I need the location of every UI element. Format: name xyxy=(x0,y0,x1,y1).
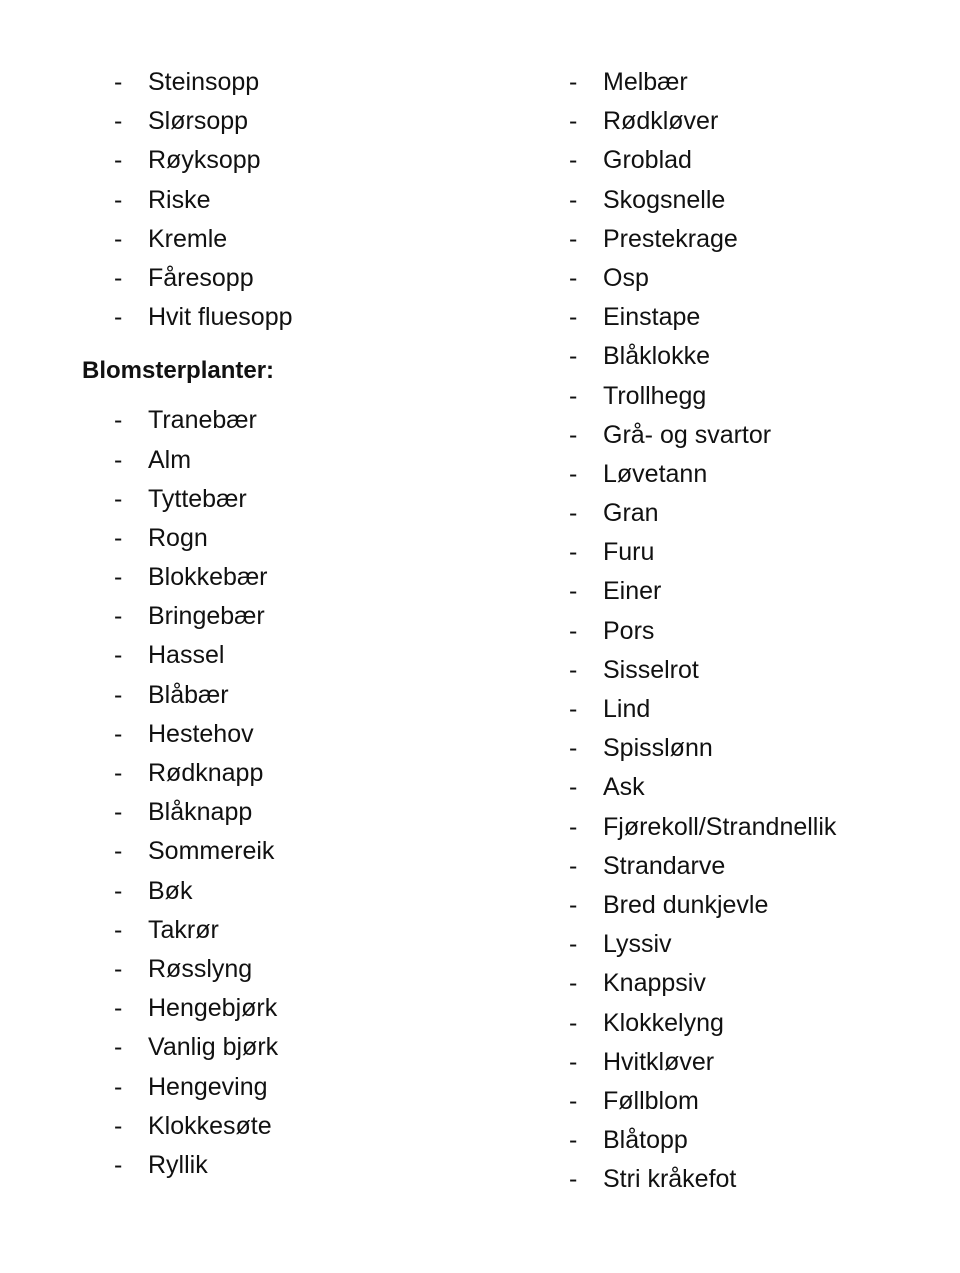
list-item-label: Bringebær xyxy=(148,602,265,631)
bullet-dash: - xyxy=(114,523,123,552)
bullet-dash: - xyxy=(114,1072,123,1101)
list-item xyxy=(455,337,960,376)
bullet-dash: - xyxy=(114,1150,123,1179)
bullet-dash: - xyxy=(114,68,123,96)
bullet-dash: - xyxy=(114,224,123,253)
left-column xyxy=(0,63,480,1185)
bullet-dash: - xyxy=(114,185,123,214)
list-item-label: Blåklokke xyxy=(603,342,710,371)
list-item xyxy=(455,847,960,886)
list-item xyxy=(0,872,480,911)
list-item xyxy=(455,1160,960,1199)
bullet-dash: - xyxy=(569,1165,578,1194)
bullet-dash: - xyxy=(114,641,123,670)
list-item-label: Groblad xyxy=(603,146,692,175)
list-item xyxy=(455,102,960,141)
list-item-label: Einstape xyxy=(603,303,701,332)
bullet-dash: - xyxy=(114,719,123,748)
list-item-label: Kremle xyxy=(148,224,228,253)
bullet-dash: - xyxy=(569,185,578,214)
bullet-dash: - xyxy=(114,954,123,983)
bullet-dash: - xyxy=(114,484,123,513)
bullet-dash: - xyxy=(569,1008,578,1037)
bullet-dash: - xyxy=(569,263,578,292)
bullet-dash: - xyxy=(114,445,123,474)
list-item xyxy=(455,377,960,416)
list-item-label: Blokkebær xyxy=(148,563,268,592)
bullet-dash: - xyxy=(569,499,578,528)
list-item-label: Melbær xyxy=(603,68,688,96)
bullet-dash: - xyxy=(114,680,123,709)
list-item-label: Blåknapp xyxy=(148,798,253,827)
list-item-label: Slørsopp xyxy=(148,107,249,136)
list-item-label: Løvetann xyxy=(603,459,708,488)
list-item-label: Trollhegg xyxy=(603,381,707,410)
bullet-dash: - xyxy=(569,303,578,332)
list-item xyxy=(455,1121,960,1160)
bullet-dash: - xyxy=(569,969,578,998)
bullet-dash: - xyxy=(569,851,578,880)
list-item-label: Knappsiv xyxy=(603,969,706,998)
bullet-dash: - xyxy=(114,107,123,136)
bullet-dash: - xyxy=(569,577,578,606)
bullet-dash: - xyxy=(114,798,123,827)
bullet-dash: - xyxy=(569,655,578,684)
list-item xyxy=(0,259,480,298)
bullet-dash: - xyxy=(114,759,123,787)
list-item-label: Hestehov xyxy=(148,719,254,748)
bullet-dash: - xyxy=(569,695,578,723)
list-item xyxy=(0,102,480,141)
list-item-label: Hengeving xyxy=(148,1072,268,1101)
list-item xyxy=(0,793,480,832)
list-item xyxy=(0,220,480,259)
list-item-label: Strandarve xyxy=(603,851,726,880)
bullet-dash: - xyxy=(569,68,578,96)
bullet-dash: - xyxy=(569,342,578,371)
bullet-dash: - xyxy=(569,459,578,488)
list-item-label: Røsslyng xyxy=(148,954,253,983)
list-item xyxy=(0,401,480,440)
list-item xyxy=(455,63,960,102)
list-item-label: Sommereik xyxy=(148,837,275,866)
list-item xyxy=(0,63,480,102)
list-item xyxy=(455,808,960,847)
list-item-label: Fjørekoll/Strandnellik xyxy=(603,812,837,841)
bullet-dash: - xyxy=(114,303,123,332)
bullet-dash: - xyxy=(569,420,578,449)
list-item-label: Riske xyxy=(148,185,211,214)
list-item xyxy=(0,181,480,220)
bullet-dash: - xyxy=(569,107,578,136)
list-item-label: Furu xyxy=(603,538,655,567)
list-item-label: Stri kråkefot xyxy=(603,1165,737,1194)
list-item-label: Hengebjørk xyxy=(148,994,278,1023)
list-item-label: Klokkelyng xyxy=(603,1008,724,1037)
bullet-dash: - xyxy=(569,224,578,253)
list-item xyxy=(0,1146,480,1185)
list-item xyxy=(455,533,960,572)
list-item-label: Tranebær xyxy=(148,406,257,435)
list-item xyxy=(455,612,960,651)
list-item xyxy=(0,141,480,180)
list-item xyxy=(455,416,960,455)
bullet-dash: - xyxy=(114,915,123,944)
bullet-dash: - xyxy=(569,890,578,919)
list-item-label: Skogsnelle xyxy=(603,185,726,214)
list-item xyxy=(0,989,480,1028)
plants-list-right xyxy=(455,63,960,1199)
list-item xyxy=(0,441,480,480)
list-item-label: Føllblom xyxy=(603,1086,699,1115)
list-item xyxy=(455,690,960,729)
list-item xyxy=(0,1028,480,1067)
list-item xyxy=(0,519,480,558)
list-item-label: Blåtopp xyxy=(603,1126,688,1155)
list-item xyxy=(0,754,480,793)
bullet-dash: - xyxy=(114,837,123,866)
bullet-dash: - xyxy=(569,1047,578,1076)
list-item-label: Bred dunkjevle xyxy=(603,890,769,919)
list-item xyxy=(455,572,960,611)
bullet-dash: - xyxy=(569,812,578,841)
list-item xyxy=(455,768,960,807)
list-item-label: Lind xyxy=(603,695,651,723)
list-item xyxy=(0,558,480,597)
list-item xyxy=(455,220,960,259)
fungi-list xyxy=(0,63,480,337)
list-item xyxy=(455,886,960,925)
bullet-dash: - xyxy=(114,876,123,905)
right-column xyxy=(455,63,960,1199)
list-item xyxy=(455,925,960,964)
list-item xyxy=(0,715,480,754)
list-item xyxy=(0,1068,480,1107)
list-item xyxy=(455,494,960,533)
list-item-label: Rogn xyxy=(148,523,208,552)
list-item xyxy=(455,729,960,768)
list-item-label: Røyksopp xyxy=(148,146,261,175)
list-item-label: Blåbær xyxy=(148,680,229,709)
list-item-label: Prestekrage xyxy=(603,224,738,253)
list-item-label: Bøk xyxy=(148,876,193,905)
bullet-dash: - xyxy=(114,1111,123,1140)
list-item-label: Spisslønn xyxy=(603,734,713,763)
bullet-dash: - xyxy=(114,1033,123,1062)
bullet-dash: - xyxy=(569,146,578,175)
bullet-dash: - xyxy=(114,263,123,292)
list-item-label: Hassel xyxy=(148,641,225,670)
list-item-label: Hvit fluesopp xyxy=(148,303,293,332)
plants-list-left xyxy=(0,401,480,1185)
bullet-dash: - xyxy=(114,563,123,592)
list-item xyxy=(0,1107,480,1146)
list-item xyxy=(0,480,480,519)
list-item-label: Steinsopp xyxy=(148,68,260,96)
list-item xyxy=(455,964,960,1003)
bullet-dash: - xyxy=(114,146,123,175)
bullet-dash: - xyxy=(569,930,578,959)
section-heading: Blomsterplanter: xyxy=(82,357,275,385)
bullet-dash: - xyxy=(114,602,123,631)
list-item xyxy=(455,1004,960,1043)
list-item-label: Fåresopp xyxy=(148,263,254,292)
list-item-label: Gran xyxy=(603,499,659,528)
bullet-dash: - xyxy=(114,406,123,435)
list-item-label: Rødkløver xyxy=(603,107,719,136)
list-item xyxy=(455,259,960,298)
list-item xyxy=(0,950,480,989)
list-item-label: Hvitkløver xyxy=(603,1047,715,1076)
bullet-dash: - xyxy=(569,773,578,802)
list-item xyxy=(455,1043,960,1082)
list-item-label: Lyssiv xyxy=(603,930,672,959)
list-item xyxy=(455,651,960,690)
list-item-label: Grå- og svartor xyxy=(603,420,772,449)
bullet-dash: - xyxy=(569,616,578,645)
list-item xyxy=(455,141,960,180)
list-item-label: Vanlig bjørk xyxy=(148,1033,279,1062)
list-item xyxy=(0,298,480,337)
list-item-label: Einer xyxy=(603,577,662,606)
list-item xyxy=(0,911,480,950)
list-item-label: Ryllik xyxy=(148,1150,208,1179)
list-item xyxy=(455,1082,960,1121)
list-item xyxy=(455,181,960,220)
list-item-label: Alm xyxy=(148,445,192,474)
list-item xyxy=(0,597,480,636)
list-item xyxy=(0,636,480,675)
list-item xyxy=(0,676,480,715)
list-item-label: Osp xyxy=(603,263,649,292)
bullet-dash: - xyxy=(569,381,578,410)
bullet-dash: - xyxy=(569,538,578,567)
list-item-label: Sisselrot xyxy=(603,655,699,684)
list-item xyxy=(455,298,960,337)
list-item-label: Rødknapp xyxy=(148,759,264,787)
list-item-label: Ask xyxy=(603,773,645,802)
bullet-dash: - xyxy=(114,994,123,1023)
bullet-dash: - xyxy=(569,734,578,763)
list-item-label: Pors xyxy=(603,616,655,645)
list-item-label: Klokkesøte xyxy=(148,1111,272,1140)
list-item-label: Takrør xyxy=(148,915,219,944)
bullet-dash: - xyxy=(569,1086,578,1115)
bullet-dash: - xyxy=(569,1126,578,1155)
list-item xyxy=(0,832,480,871)
list-item xyxy=(455,455,960,494)
list-item-label: Tyttebær xyxy=(148,484,247,513)
